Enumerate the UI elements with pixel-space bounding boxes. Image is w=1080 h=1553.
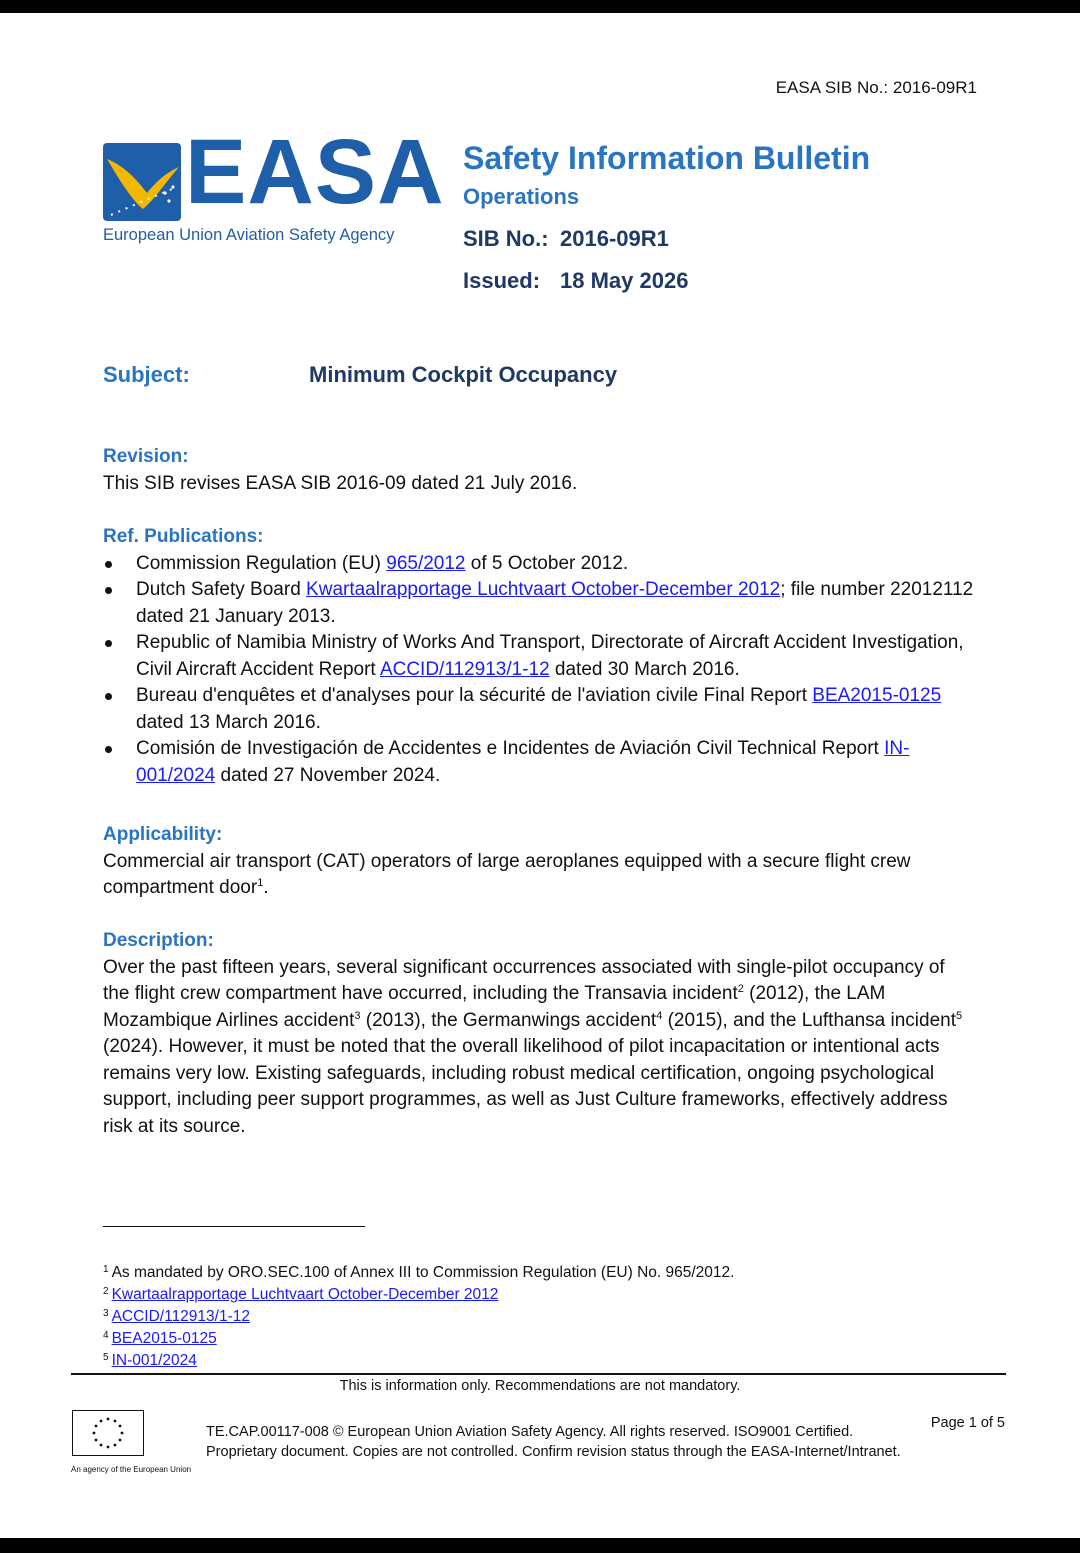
footnote-link[interactable]: IN-001/2024 xyxy=(111,1352,197,1369)
footnote-text: As mandated by ORO.SEC.100 of Annex III to Commission Regulation (EU) No. 965/2012. xyxy=(111,1264,735,1281)
easa-bird-icon xyxy=(103,143,181,221)
ref-link[interactable]: Kwartaalrapportage Luchtvaart October-December 2012 xyxy=(306,579,781,600)
top-screen-bar xyxy=(0,0,1080,13)
ref-publication-item xyxy=(103,577,983,630)
revision-heading: Revision: xyxy=(103,446,189,467)
footnote-number: 2 xyxy=(103,1286,109,1297)
footer-separator xyxy=(71,1373,1006,1375)
footnote-ref[interactable]: 1 xyxy=(257,877,264,889)
page-number: Page 1 of 5 xyxy=(930,1415,1005,1431)
footnote-ref[interactable]: 2 xyxy=(737,983,744,995)
footnote xyxy=(103,1328,734,1350)
description-text xyxy=(103,955,973,1141)
footnote-link[interactable]: BEA2015-0125 xyxy=(111,1330,217,1347)
ref-text: dated 30 March 2016. xyxy=(549,658,740,680)
eu-agency-caption: An agency of the European Union xyxy=(71,1465,192,1474)
ref-publication-item xyxy=(103,683,983,736)
ref-text: of 5 October 2012. xyxy=(465,552,629,574)
applicability-heading: Applicability: xyxy=(103,824,223,845)
bulletin-category: Operations xyxy=(463,184,580,209)
ref-text: ; file number 22012112 dated 21 January 2013. xyxy=(136,579,974,627)
description-heading: Description: xyxy=(103,930,214,951)
footnote xyxy=(103,1284,734,1306)
description-body: (2015), and the Lufthansa incident xyxy=(662,1009,956,1031)
ref-text: Republic of Namibia Ministry of Works And Transport, Directorate of Aircraft Accident Investigation, Civil Aircraft Accident Report xyxy=(136,632,964,680)
subject-value: Minimum Cockpit Occupancy xyxy=(309,362,618,387)
sib-number-label: SIB No.: xyxy=(463,226,549,251)
footnotes xyxy=(103,1262,734,1372)
sib-number-value: 2016-09R1 xyxy=(560,226,669,251)
ref-publication-item xyxy=(103,736,983,789)
footnote-ref[interactable]: 3 xyxy=(354,1009,361,1022)
footnote-ref[interactable]: 4 xyxy=(656,1009,663,1022)
ref-text: dated 13 March 2016. xyxy=(136,711,321,733)
footnote-number: 1 xyxy=(103,1264,109,1275)
revision-text: This SIB revises EASA SIB 2016-09 dated 21 July 2016. xyxy=(103,472,578,494)
issued-value: 18 May 2026 xyxy=(560,268,689,293)
ref-link[interactable]: ACCID/112913/1-12 xyxy=(379,658,550,680)
ref-publications-section xyxy=(103,524,983,789)
footer-line: Proprietary document. Copies are not controlled. Confirm revision status through the EASA-Internet/Intranet. xyxy=(206,1444,901,1460)
footnote xyxy=(103,1262,734,1284)
ref-link[interactable]: 965/2012 xyxy=(386,552,466,574)
footnote-number: 5 xyxy=(103,1352,109,1363)
bottom-screen-bar xyxy=(0,1538,1080,1553)
ref-publications-heading: Ref. Publications: xyxy=(103,526,264,547)
footnote xyxy=(103,1306,734,1328)
description-body: (2013), the Germanwings accident xyxy=(360,1009,657,1031)
ref-text: Comisión de Investigación de Accidentes e Incidentes de Aviación Civil Technical Report xyxy=(136,738,885,759)
revision-section xyxy=(103,444,983,497)
description-body: Over the past fifteen years, several significant occurrences associated with single-pilot occupancy of the flight crew compartment have occurred, including the Transavia incident xyxy=(103,956,945,1004)
description-body: (2024). However, it must be noted that the overall likelihood of pilot incapacitation or intentional acts remains very low. Existing safeguards, including robust medical certification, ongoing psychological support, including peer support programmes, as well as Just Culture frameworks, effectively address risk at its source. xyxy=(103,1036,948,1137)
description-section xyxy=(103,928,973,1140)
applicability-end: . xyxy=(263,877,269,898)
footer-copyright xyxy=(206,1422,901,1462)
footnote-number: 4 xyxy=(103,1330,109,1341)
issued-label: Issued: xyxy=(463,268,541,293)
footer-line: TE.CAP.00117-008 © European Union Aviation Safety Agency. All rights reserved. ISO9001 Certified. xyxy=(206,1424,854,1440)
easa-logo xyxy=(103,121,445,250)
ref-link[interactable]: BEA2015-0125 xyxy=(812,685,942,706)
ref-publications-list xyxy=(103,551,983,790)
footer-disclaimer: This is information only. Recommendations are not mandatory. xyxy=(339,1378,741,1394)
bulletin-title: Safety Information Bulletin xyxy=(463,140,871,176)
applicability-text xyxy=(103,849,983,902)
ref-link[interactable]: IN-001/2024 xyxy=(136,738,910,786)
logo-wordmark: EASA xyxy=(185,121,445,223)
subject-label: Subject: xyxy=(103,362,190,387)
applicability-section xyxy=(103,822,983,902)
agency-name: European Union Aviation Safety Agency xyxy=(103,226,395,244)
footnote-link[interactable]: ACCID/112913/1-12 xyxy=(111,1308,250,1325)
ref-text: Commission Regulation (EU) xyxy=(136,552,387,574)
sib-number-row xyxy=(463,226,669,252)
footnote-link[interactable]: Kwartaalrapportage Luchtvaart October-December 2012 xyxy=(111,1286,499,1303)
description-body: (2012), the LAM Mozambique Airlines accident xyxy=(103,983,886,1031)
footnote-number: 3 xyxy=(103,1308,109,1319)
footnote-separator xyxy=(103,1226,365,1227)
issued-row xyxy=(463,268,689,294)
footnote-ref[interactable]: 5 xyxy=(955,1009,963,1022)
eu-stars-icon xyxy=(73,1411,143,1455)
ref-publication-item xyxy=(103,630,983,683)
ref-text: Dutch Safety Board xyxy=(136,579,307,600)
ref-text: Bureau d'enquêtes et d'analyses pour la sécurité de l'aviation civile Final Report xyxy=(136,685,813,706)
eu-flag-icon xyxy=(72,1410,144,1456)
ref-text: dated 27 November 2024. xyxy=(215,764,441,786)
footnote xyxy=(103,1350,734,1372)
sib-reference: EASA SIB No.: 2016-09R1 xyxy=(775,78,977,97)
applicability-body: Commercial air transport (CAT) operators of large aeroplanes equipped with a secure flight crew compartment door xyxy=(103,850,911,898)
ref-publication-item xyxy=(103,551,983,578)
